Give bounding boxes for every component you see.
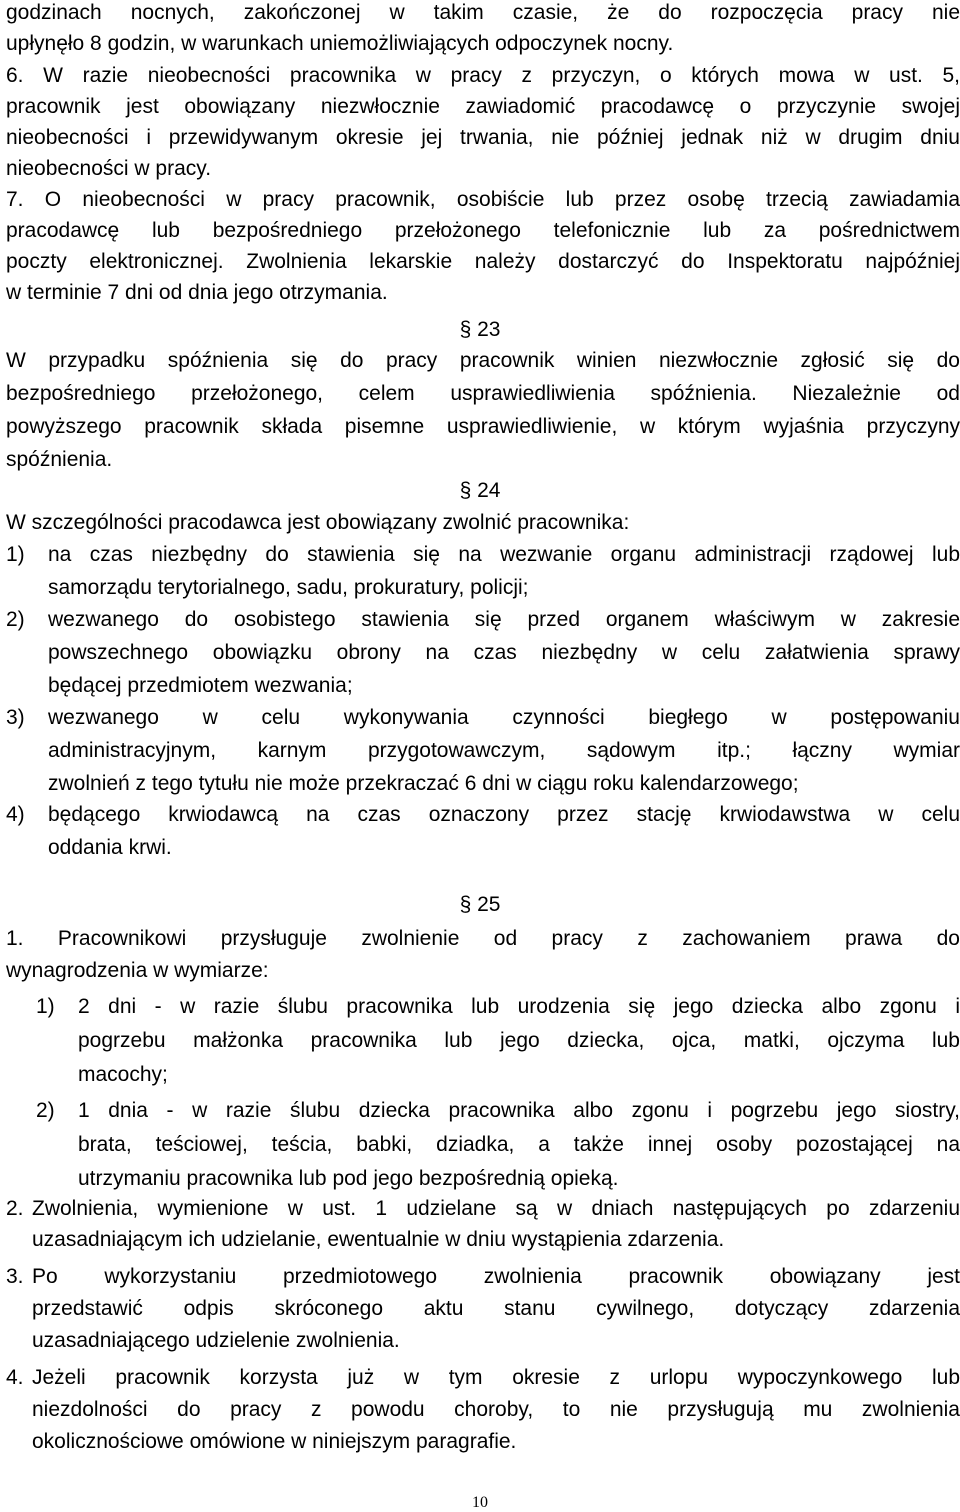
text-line: powyższego pracownik składa pisemne usprawiedliwienie, w którym wyjaśnia przyczyny — [6, 415, 960, 438]
text-line: 7. O nieobecności w pracy pracownik, osobiście lub przez osobę trzecią zawiadamia — [6, 188, 960, 211]
text-line: nieobecności w pracy. — [6, 157, 212, 180]
paragraph-number: 3. — [6, 1265, 24, 1288]
text-line: powszechnego obowiązku obrony na czas niezbędny w celu załatwienia sprawy — [48, 641, 960, 664]
text-line: okolicznościowe omówione w niniejszym paragrafie. — [32, 1430, 517, 1453]
list-number: 1) — [6, 543, 25, 566]
text-line: 6. W razie nieobecności pracownika w pracy z przyczyn, o których mowa w ust. 5, — [6, 64, 960, 87]
text-line: pracownik jest obowiązany niezwłocznie zawiadomić pracodawcę o przyczynie swojej — [6, 95, 960, 118]
text-line: Zwolnienia, wymienione w ust. 1 udzielane są w dniach następujących po zdarzeniu — [32, 1197, 960, 1220]
text-line: wynagrodzenia w wymiarze: — [6, 959, 269, 982]
text-line: bezpośredniego przełożonego, celem usprawiedliwienia spóźnienia. Niezależnie od — [6, 382, 960, 405]
list-number: 3) — [6, 706, 25, 729]
text-line: brata, teściowej, teścia, babki, dziadka, a także innej osoby pozostającej na — [78, 1133, 960, 1156]
text-line: pracodawcę lub bezpośredniego przełożonego telefonicznie lub za pośrednictwem — [6, 219, 960, 242]
text-line: Jeżeli pracownik korzysta już w tym okresie z urlopu wypoczynkowego lub — [32, 1366, 960, 1389]
page-number: 10 — [472, 1494, 488, 1511]
text-line: 2 dni - w razie ślubu pracownika lub urodzenia się jego dziecka albo zgonu i — [78, 995, 960, 1018]
text-line: niezdolności do pracy z powodu choroby, to nie przysługują mu zwolnienia — [32, 1398, 960, 1421]
text-line: nieobecności i przewidywanym okresie jej trwania, nie później jednak niż w drugim dniu — [6, 126, 960, 149]
text-line: przedstawić odpis skróconego aktu stanu cywilnego, dotyczący zdarzenia — [32, 1297, 960, 1320]
text-line: będącego krwiodawcą na czas oznaczony przez stację krwiodawstwa w celu — [48, 803, 960, 826]
text-line: uzasadniającego udzielenie zwolnienia. — [32, 1329, 400, 1352]
list-number: 2) — [36, 1099, 55, 1122]
text-line: oddania krwi. — [48, 836, 172, 859]
text-line: zwolnień z tego tytułu nie może przekraczać 6 dni w ciągu roku kalendarzowego; — [48, 772, 799, 795]
text-line: poczty elektronicznej. Zwolnienia lekarskie należy dostarczyć do Inspektoratu najpóźniej — [6, 250, 960, 273]
text-line: upłynęło 8 godzin, w warunkach uniemożliwiających odpoczynek nocny. — [6, 32, 674, 55]
text-line: uzasadniającym ich udzielanie, ewentualnie w dniu wystąpienia zdarzenia. — [32, 1228, 725, 1251]
text-line: 1 dnia - w razie ślubu dziecka pracownika albo zgonu i pogrzebu jego siostry, — [78, 1099, 960, 1122]
text-line: w terminie 7 dni od dnia jego otrzymania. — [6, 281, 388, 304]
text-line: utrzymaniu pracownika lub pod jego bezpośrednią opieką. — [78, 1167, 619, 1190]
text-line: wezwanego w celu wykonywania czynności biegłego w postępowaniu — [48, 706, 960, 729]
text-line: pogrzebu małżonka pracownika lub jego dziecka, ojca, matki, ojczyma lub — [78, 1029, 960, 1052]
text-line: macochy; — [78, 1063, 168, 1086]
section-heading-25: § 25 — [459, 893, 501, 916]
text-line: W szczególności pracodawca jest obowiązany zwolnić pracownika: — [6, 511, 630, 534]
text-line: samorządu terytorialnego, sadu, prokuratury, policji; — [48, 576, 529, 599]
text-line: spóźnienia. — [6, 448, 113, 471]
list-number: 2) — [6, 608, 25, 631]
list-number: 1) — [36, 995, 55, 1018]
text-line: będącej przedmiotem wezwania; — [48, 674, 353, 697]
text-line: wezwanego do osobistego stawienia się przed organem właściwym w zakresie — [48, 608, 960, 631]
paragraph-number: 4. — [6, 1366, 24, 1389]
paragraph-number: 2. — [6, 1197, 24, 1220]
text-line: na czas niezbędny do stawienia się na wezwanie organu administracji rządowej lub — [48, 543, 960, 566]
text-line: 1. Pracownikowi przysługuje zwolnienie od pracy z zachowaniem prawa do — [6, 927, 960, 950]
text-line: godzinach nocnych, zakończonej w takim czasie, że do rozpoczęcia pracy nie — [6, 1, 960, 24]
text-line: W przypadku spóźnienia się do pracy pracownik winien niezwłocznie zgłosić się do — [6, 349, 960, 372]
text-line: Po wykorzystaniu przedmiotowego zwolnienia pracownik obowiązany jest — [32, 1265, 960, 1288]
section-heading-24: § 24 — [459, 479, 501, 502]
section-heading-23: § 23 — [459, 318, 501, 341]
list-number: 4) — [6, 803, 25, 826]
text-line: administracyjnym, karnym przygotowawczym, sądowym itp.; łączny wymiar — [48, 739, 960, 762]
